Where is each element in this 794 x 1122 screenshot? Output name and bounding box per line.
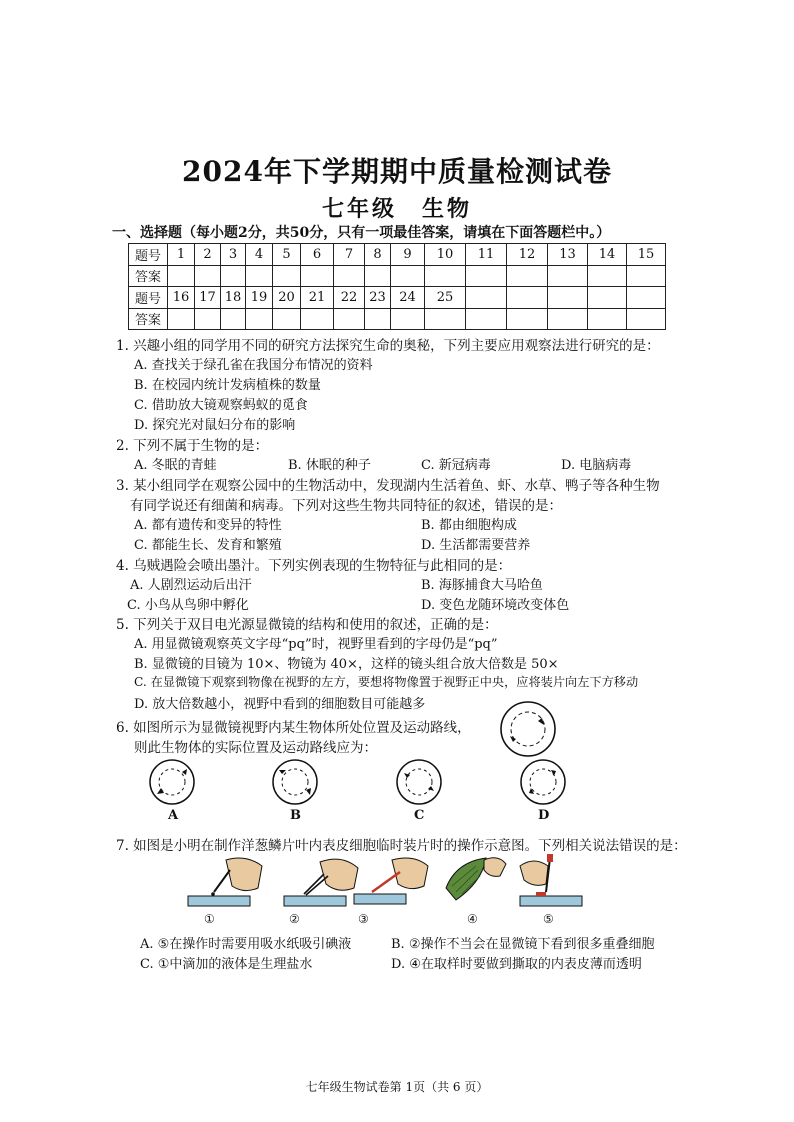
step-label-1: ①: [204, 912, 215, 926]
table-cell: 23: [365, 287, 391, 309]
table-cell: 答案: [129, 265, 168, 287]
table-row: [129, 265, 666, 287]
table-cell: 25: [425, 287, 466, 309]
table-row: [129, 308, 666, 330]
step-1-dropper-illustration: [186, 852, 266, 912]
table-row: [129, 287, 666, 309]
answer-cell[interactable]: [391, 308, 425, 330]
answer-cell[interactable]: [365, 265, 391, 287]
answer-cell[interactable]: [195, 265, 221, 287]
question-5-option-b[interactable]: B. 显微镜的目镜为 10×、物镜为 40×，这样的镜头组合放大倍数是 50×: [134, 657, 559, 672]
answer-cell[interactable]: [425, 308, 466, 330]
step-4-onion-peel-illustration: [440, 848, 510, 912]
table-cell: 9: [391, 244, 425, 266]
question-1-option-c[interactable]: C. 借助放大镜观察蚂蚁的觅食: [134, 398, 308, 413]
table-cell: 题号: [129, 287, 168, 309]
table-cell: 19: [246, 287, 273, 309]
table-cell: 2: [195, 244, 221, 266]
answer-cell[interactable]: [507, 265, 548, 287]
question-4-option-a[interactable]: A. 人剧烈运动后出汗: [130, 578, 252, 593]
table-cell: 12: [507, 244, 548, 266]
table-cell: [627, 287, 666, 309]
table-cell: 18: [221, 287, 246, 309]
table-cell: 答案: [129, 308, 168, 330]
microscope-view-reference: [498, 699, 558, 759]
answer-cell[interactable]: [273, 308, 301, 330]
question-2-option-b[interactable]: B. 休眠的种子: [288, 458, 371, 473]
table-cell: 题号: [129, 244, 168, 266]
table-cell: 3: [221, 244, 246, 266]
table-cell: 13: [548, 244, 588, 266]
table-cell: 10: [425, 244, 466, 266]
table-cell: 21: [301, 287, 334, 309]
table-cell: 17: [195, 287, 221, 309]
microscope-view-option-a[interactable]: [147, 758, 197, 806]
answer-cell[interactable]: [365, 308, 391, 330]
answer-cell[interactable]: [246, 308, 273, 330]
answer-cell[interactable]: [466, 308, 507, 330]
answer-cell[interactable]: [246, 265, 273, 287]
answer-cell[interactable]: [548, 308, 588, 330]
table-cell: 1: [168, 244, 195, 266]
question-7-option-a[interactable]: A. ⑤在操作时需要用吸水纸吸引碘液: [140, 937, 352, 952]
answer-cell[interactable]: [588, 265, 627, 287]
question-4-option-b[interactable]: B. 海豚捕食大马哈鱼: [421, 578, 543, 593]
answer-cell[interactable]: [466, 265, 507, 287]
question-5-option-c[interactable]: C. 在显微镜下观察到物像在视野的左方，要想将物像置于视野正中央，应将装片向左下方移动: [134, 675, 639, 689]
step-label-3: ③: [358, 912, 369, 926]
question-4-option-c[interactable]: C. 小鸟从鸟卵中孵化: [127, 598, 249, 613]
answer-cell[interactable]: [588, 308, 627, 330]
figure-label-b: B: [290, 808, 301, 823]
answer-cell[interactable]: [507, 308, 548, 330]
microscope-view-option-d[interactable]: [518, 758, 568, 806]
table-cell: 16: [168, 287, 195, 309]
section-heading: 一、选择题（每小题2分，共50分，只有一项最佳答案，请填在下面答题栏中。）: [112, 225, 611, 241]
step-label-4: ④: [467, 912, 478, 926]
question-5-option-a[interactable]: A. 用显微镜观察英文字母“pq”时，视野里看到的字母仍是“pq”: [134, 637, 498, 652]
question-3-stem-line1: 3. 某小组同学在观察公园中的生物活动中，发现湖内生活着鱼、虾、水草、鸭子等各种生物: [116, 478, 660, 494]
question-5-option-d[interactable]: D. 放大倍数越小，视野中看到的细胞数目可能越多: [134, 697, 426, 712]
answer-cell[interactable]: [301, 308, 334, 330]
answer-cell[interactable]: [195, 308, 221, 330]
table-cell: 15: [627, 244, 666, 266]
page-footer: 七年级生物试卷第 1页（共 6 页）: [305, 1080, 489, 1094]
microscope-view-option-c[interactable]: [394, 758, 444, 806]
answer-cell[interactable]: [391, 265, 425, 287]
answer-cell[interactable]: [301, 265, 334, 287]
step-5-stain-illustration: [516, 852, 596, 912]
question-3-option-d[interactable]: D. 生活都需要营养: [421, 538, 531, 553]
table-cell: [507, 287, 548, 309]
answer-cell[interactable]: [168, 308, 195, 330]
question-5-stem: 5. 下列关于双目电光源显微镜的结构和使用的叙述，正确的是：: [116, 617, 498, 633]
table-cell: 4: [246, 244, 273, 266]
question-2-option-c[interactable]: C. 新冠病毒: [421, 458, 491, 473]
question-3-option-c[interactable]: C. 都能生长、发育和繁殖: [134, 538, 282, 553]
exam-title: 2024年下学期期中质量检测试卷: [182, 155, 612, 188]
answer-cell[interactable]: [334, 308, 365, 330]
question-1-option-b[interactable]: B. 在校园内统计发病植株的数量: [134, 378, 321, 393]
step-3-coverslip-illustration: [352, 852, 432, 912]
answer-cell[interactable]: [627, 265, 666, 287]
answer-cell[interactable]: [221, 265, 246, 287]
question-6-stem-line1: 6. 如图所示为显微镜视野内某生物体所处位置及运动路线，: [116, 720, 471, 736]
question-3-stem-line2: 有同学说还有细菌和病毒。下列对这些生物共同特征的叙述，错误的是：: [130, 498, 562, 514]
question-7-option-d[interactable]: D. ④在取样时要做到撕取的内表皮薄而透明: [391, 957, 642, 972]
microscope-view-option-b[interactable]: [270, 758, 320, 806]
step-2-tweezers-illustration: [282, 852, 362, 912]
table-cell: 20: [273, 287, 301, 309]
question-7-option-c[interactable]: C. ①中滴加的液体是生理盐水: [140, 957, 313, 972]
figure-label-d: D: [538, 808, 550, 823]
question-7-stem: 7. 如图是小明在制作洋葱鳞片叶内表皮细胞临时装片时的操作示意图。下列相关说法错误的是：: [116, 838, 687, 854]
answer-cell[interactable]: [334, 265, 365, 287]
table-cell: 6: [301, 244, 334, 266]
answer-cell[interactable]: [548, 265, 588, 287]
question-7-option-b[interactable]: B. ②操作不当会在显微镜下看到很多重叠细胞: [391, 937, 655, 952]
answer-cell[interactable]: [273, 265, 301, 287]
figure-label-a: A: [168, 808, 179, 823]
answer-table: [128, 243, 666, 330]
table-cell: 5: [273, 244, 301, 266]
table-cell: 22: [334, 287, 365, 309]
question-6-stem-line2: 则此生物体的实际位置及运动路线应为：: [134, 740, 377, 756]
table-cell: 8: [365, 244, 391, 266]
question-3-option-a[interactable]: A. 都有遗传和变异的特性: [134, 518, 282, 533]
table-row: [129, 244, 666, 266]
answer-cell[interactable]: [425, 265, 466, 287]
figure-label-c: C: [414, 808, 425, 823]
table-cell: [548, 287, 588, 309]
table-cell: 14: [588, 244, 627, 266]
table-cell: 7: [334, 244, 365, 266]
table-cell: 11: [466, 244, 507, 266]
table-cell: 24: [391, 287, 425, 309]
question-3-option-b[interactable]: B. 都由细胞构成: [421, 518, 517, 533]
table-cell: [466, 287, 507, 309]
answer-cell[interactable]: [627, 308, 666, 330]
step-label-5: ⑤: [543, 912, 554, 926]
question-1-option-a[interactable]: A. 查找关于绿孔雀在我国分布情况的资料: [134, 358, 373, 373]
question-4-option-d[interactable]: D. 变色龙随环境改变体色: [421, 598, 570, 613]
question-1-option-d[interactable]: D. 探究光对鼠妇分布的影响: [134, 418, 296, 433]
answer-cell[interactable]: [221, 308, 246, 330]
exam-subtitle: 七年级 生物: [321, 196, 472, 222]
answer-cell[interactable]: [168, 265, 195, 287]
question-2-option-d[interactable]: D. 电脑病毒: [561, 458, 632, 473]
question-2-option-a[interactable]: A. 冬眠的青蛙: [134, 458, 217, 473]
step-label-2: ②: [289, 912, 300, 926]
question-1-stem: 1. 兴趣小组的同学用不同的研究方法探究生命的奥秘，下列主要应用观察法进行研究的是：: [116, 338, 660, 354]
question-2-stem: 2. 下列不属于生物的是：: [116, 438, 269, 454]
question-4-stem: 4. 乌贼遇险会喷出墨汁。下列实例表现的生物特征与此相同的是：: [116, 558, 512, 574]
table-cell: [588, 287, 627, 309]
